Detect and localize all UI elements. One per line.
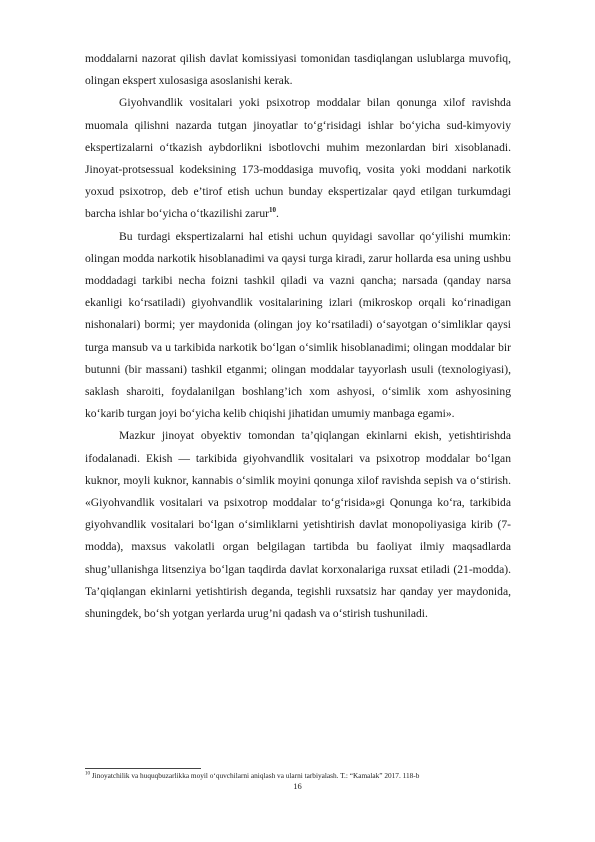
footnote-text: Jinoyatchilik va huquqbuzarlikka moyil o‘quvchilarni aniqlash va ularni tarbiyalash. T.: “Kamalak” 2017. 118-b	[90, 771, 420, 780]
paragraph-1-text: moddalarni nazorat qilish davlat komissiyasi tomonidan tasdiqlangan uslublarga muvofiq, olingan ekspert xulosasiga asoslanishi kerak.	[85, 52, 511, 88]
footnote-reference[interactable]: 10	[268, 206, 276, 215]
footnote	[85, 771, 525, 781]
paragraph-3	[85, 226, 511, 426]
paragraph-1	[85, 48, 511, 92]
footnote-divider	[85, 768, 201, 769]
page-body	[85, 48, 511, 625]
paragraph-2	[85, 92, 511, 225]
footnote-number: 10	[85, 771, 90, 777]
paragraph-4-text: Mazkur jinoyat obyektiv tomondan ta’qiqlangan ekinlarni ekish, yetishtirishda ifodalanadi. Ekish — tarkibida giyohvandlik vositalari va psixotrop moddalar bo‘lgan kuknor, moyli kuknor, kannabis o‘simlik moyini qonunga xilof ravishda sepish va o‘stirish. «Giyohvandlik vositalari va psixotrop moddalar to‘g‘risida»gi Qonunga ko‘ra, tarkibida giyohvandlik vositalari bo‘lgan o‘simliklarni yetishtirish davlat monopoliyasiga kirib (7-modda), maxsus vakolatli organ belgilagan tartibda bu faoliyat ilmiy maqsadlarda shug’ullanishga litsenziya bo‘lgan taqdirda davlat korxonalariga ruxsat etiladi (21-modda). Ta’qiqlangan ekinlarni yetishtirish deganda, tegishli ruxsatsiz har qanday yer maydonida, shuningdek, bo‘sh yotgan yerlarda urug’ni qadash va o‘stirish tushuniladi.	[85, 429, 511, 621]
paragraph-3-text: Bu turdagi ekspertizalarni hal etishi uchun quyidagi savollar qo‘yilishi mumkin: olingan modda narkotik hisoblanadimi va qaysi turga kiradi, zarur hollarda esa uning ushbu moddadagi tarkibi necha foizni tashkil qiladi va vazni qancha; narsada (qanday narsa ekanligi ko‘rsatiladi) giyohvandlik vositalarining izlari (mikroskop orqali ko‘rinadigan nishonalari) bormi; yer maydonida (olingan joy ko‘rsatiladi) o‘sayotgan o‘simliklar qaysi turga mansub va u tarkibida narkotik bo‘lgan o‘simlik hisoblanadimi; olingan moddalar bir butunni (bir massani) tashkil etganmi; olingan moddalar tayyorlash usuli (texnologiyasi), saklash sharoiti, foydalanilgan boshlang’ich xom ashyosi, o‘simlik xom ashyosining ko‘karib turgan joyi bo‘yicha kelib chiqishi jihatidan umumiy manbaga egami».	[85, 229, 511, 421]
paragraph-4	[85, 425, 511, 625]
page-number: 16	[293, 781, 302, 791]
paragraph-2-tail: .	[275, 207, 279, 221]
paragraph-2-text: Giyohvandlik vositalari yoki psixotrop moddalar bilan qonunga xilof ravishda muomala qilishni nazarda tutgan jinoyatlar to‘g‘risidagi ishlar bo‘yicha sud-kimyoviy ekspertizalarni o‘tkazish aybdorlikni isbotlovchi muhim mezonlardan biri xisoblanadi. Jinoyat-protsessual kodeksining 173-moddasiga muvofiq, vosita yoki moddani narkotik yoxud psixotrop, deb e’tirof etish uchun bunday ekspertizalar qayd etilgan turkumdagi barcha ishlar bo‘yicha o‘tkazilishi zarur	[85, 96, 511, 221]
